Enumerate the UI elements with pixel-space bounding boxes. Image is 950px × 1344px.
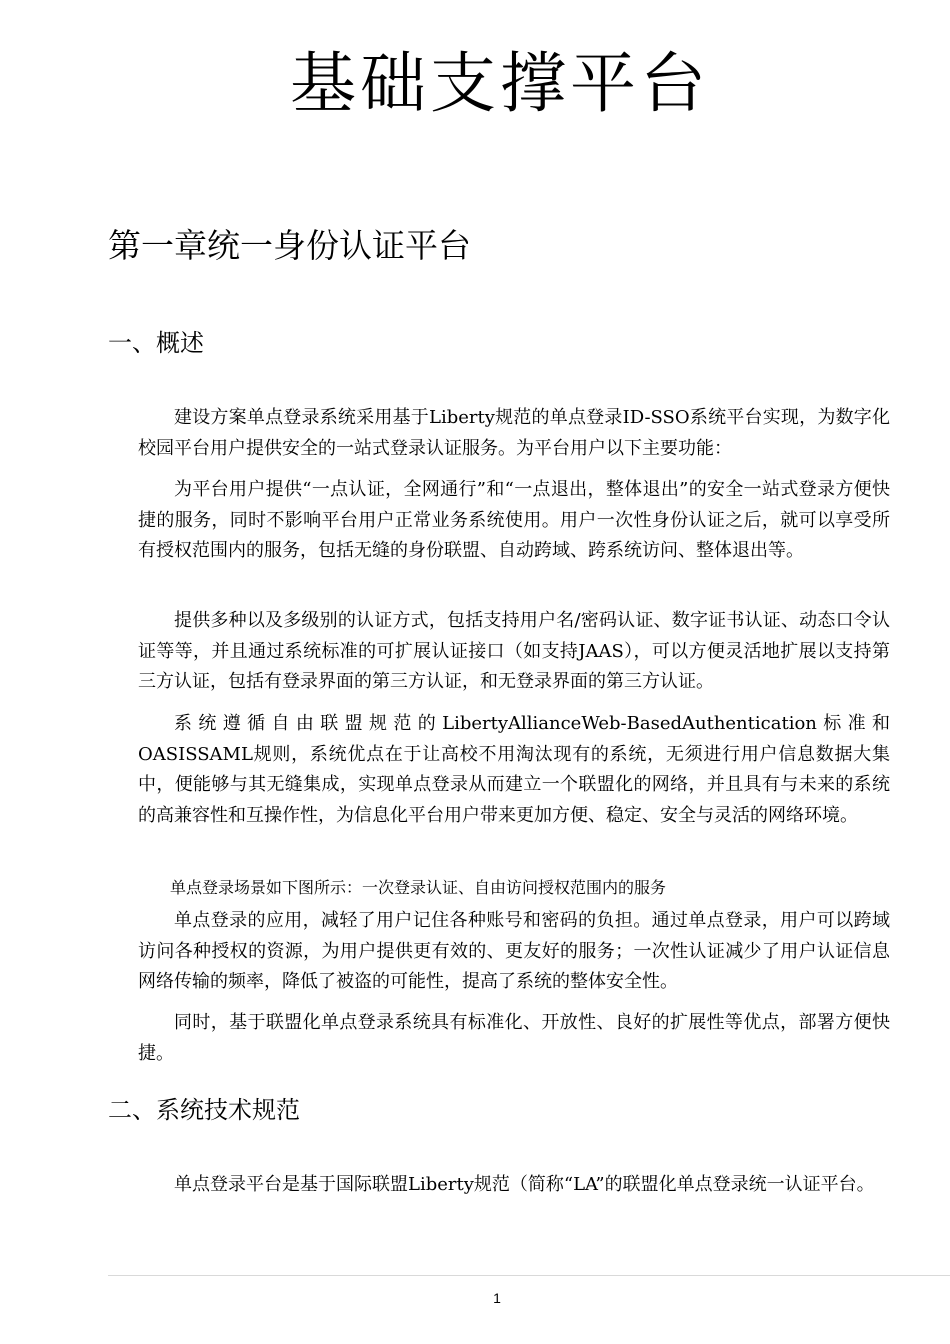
paragraph: 单点登录平台是基于国际联盟Liberty规范（简称“LA”的联盟化单点登录统一认证平台。 bbox=[174, 1174, 875, 1195]
paragraph-figure-caption: 单点登录场景如下图所示：一次登录认证、自由访问授权范围内的服务 bbox=[170, 878, 667, 897]
paragraph: 建设方案单点登录系统采用基于Liberty规范的单点登录ID-SSO系统平台实现，为数字化校园平台用户提供安全的一站式登录认证服务。为平台用户以下主要功能： bbox=[138, 407, 890, 459]
page-number: 1 bbox=[493, 1290, 501, 1306]
paragraph: 为平台用户提供“一点认证，全网通行”和“一点退出，整体退出”的安全一站式登录方便快捷的服务，同时不影响平台用户正常业务系统使用。用户一次性身份认证之后，就可以享受所有授权范围内的服务，包括无缝的身份联盟、自动跨域、跨系统访问、整体退出等。 bbox=[138, 479, 890, 561]
paragraph: 单点登录的应用，减轻了用户记住各种账号和密码的负担。通过单点登录，用户可以跨域访问各种授权的资源，为用户提供更有效的、更友好的服务；一次性认证减少了用户认证信息网络传输的频率，降低了被盗的可能性，提高了系统的整体安全性。 bbox=[138, 910, 890, 992]
paragraph: 系统遵循自由联盟规范的LibertyAllianceWeb-BasedAuthentication标准和OASISSAML规则，系统优点在于让高校不用淘汰现有的系统，无须进行用户信息数据大集中，便能够与其无缝集成，实现单点登录从而建立一个联盟化的网络，并且具有与未来的系统的高兼容性和互操作性，为信息化平台用户带来更加方便、稳定、安全与灵活的网络环境。 bbox=[138, 713, 890, 826]
chapter-heading: 第一章统一身份认证平台 bbox=[108, 226, 471, 265]
paragraph: 同时，基于联盟化单点登录系统具有标准化、开放性、良好的扩展性等优点，部署方便快捷。 bbox=[138, 1012, 890, 1064]
footer-divider bbox=[108, 1275, 950, 1276]
document-title: 基础支撑平台 bbox=[290, 45, 710, 122]
paragraph: 提供多种以及多级别的认证方式，包括支持用户名/密码认证、数字证书认证、动态口令认证等等，并且通过系统标准的可扩展认证接口（如支持JAAS），可以方便灵活地扩展以支持第三方认证，包括有登录界面的第三方认证，和无登录界面的第三方认证。 bbox=[138, 610, 890, 692]
section-heading-tech-spec: 二、系统技术规范 bbox=[108, 1096, 300, 1124]
section-heading-overview: 一、概述 bbox=[108, 329, 204, 357]
